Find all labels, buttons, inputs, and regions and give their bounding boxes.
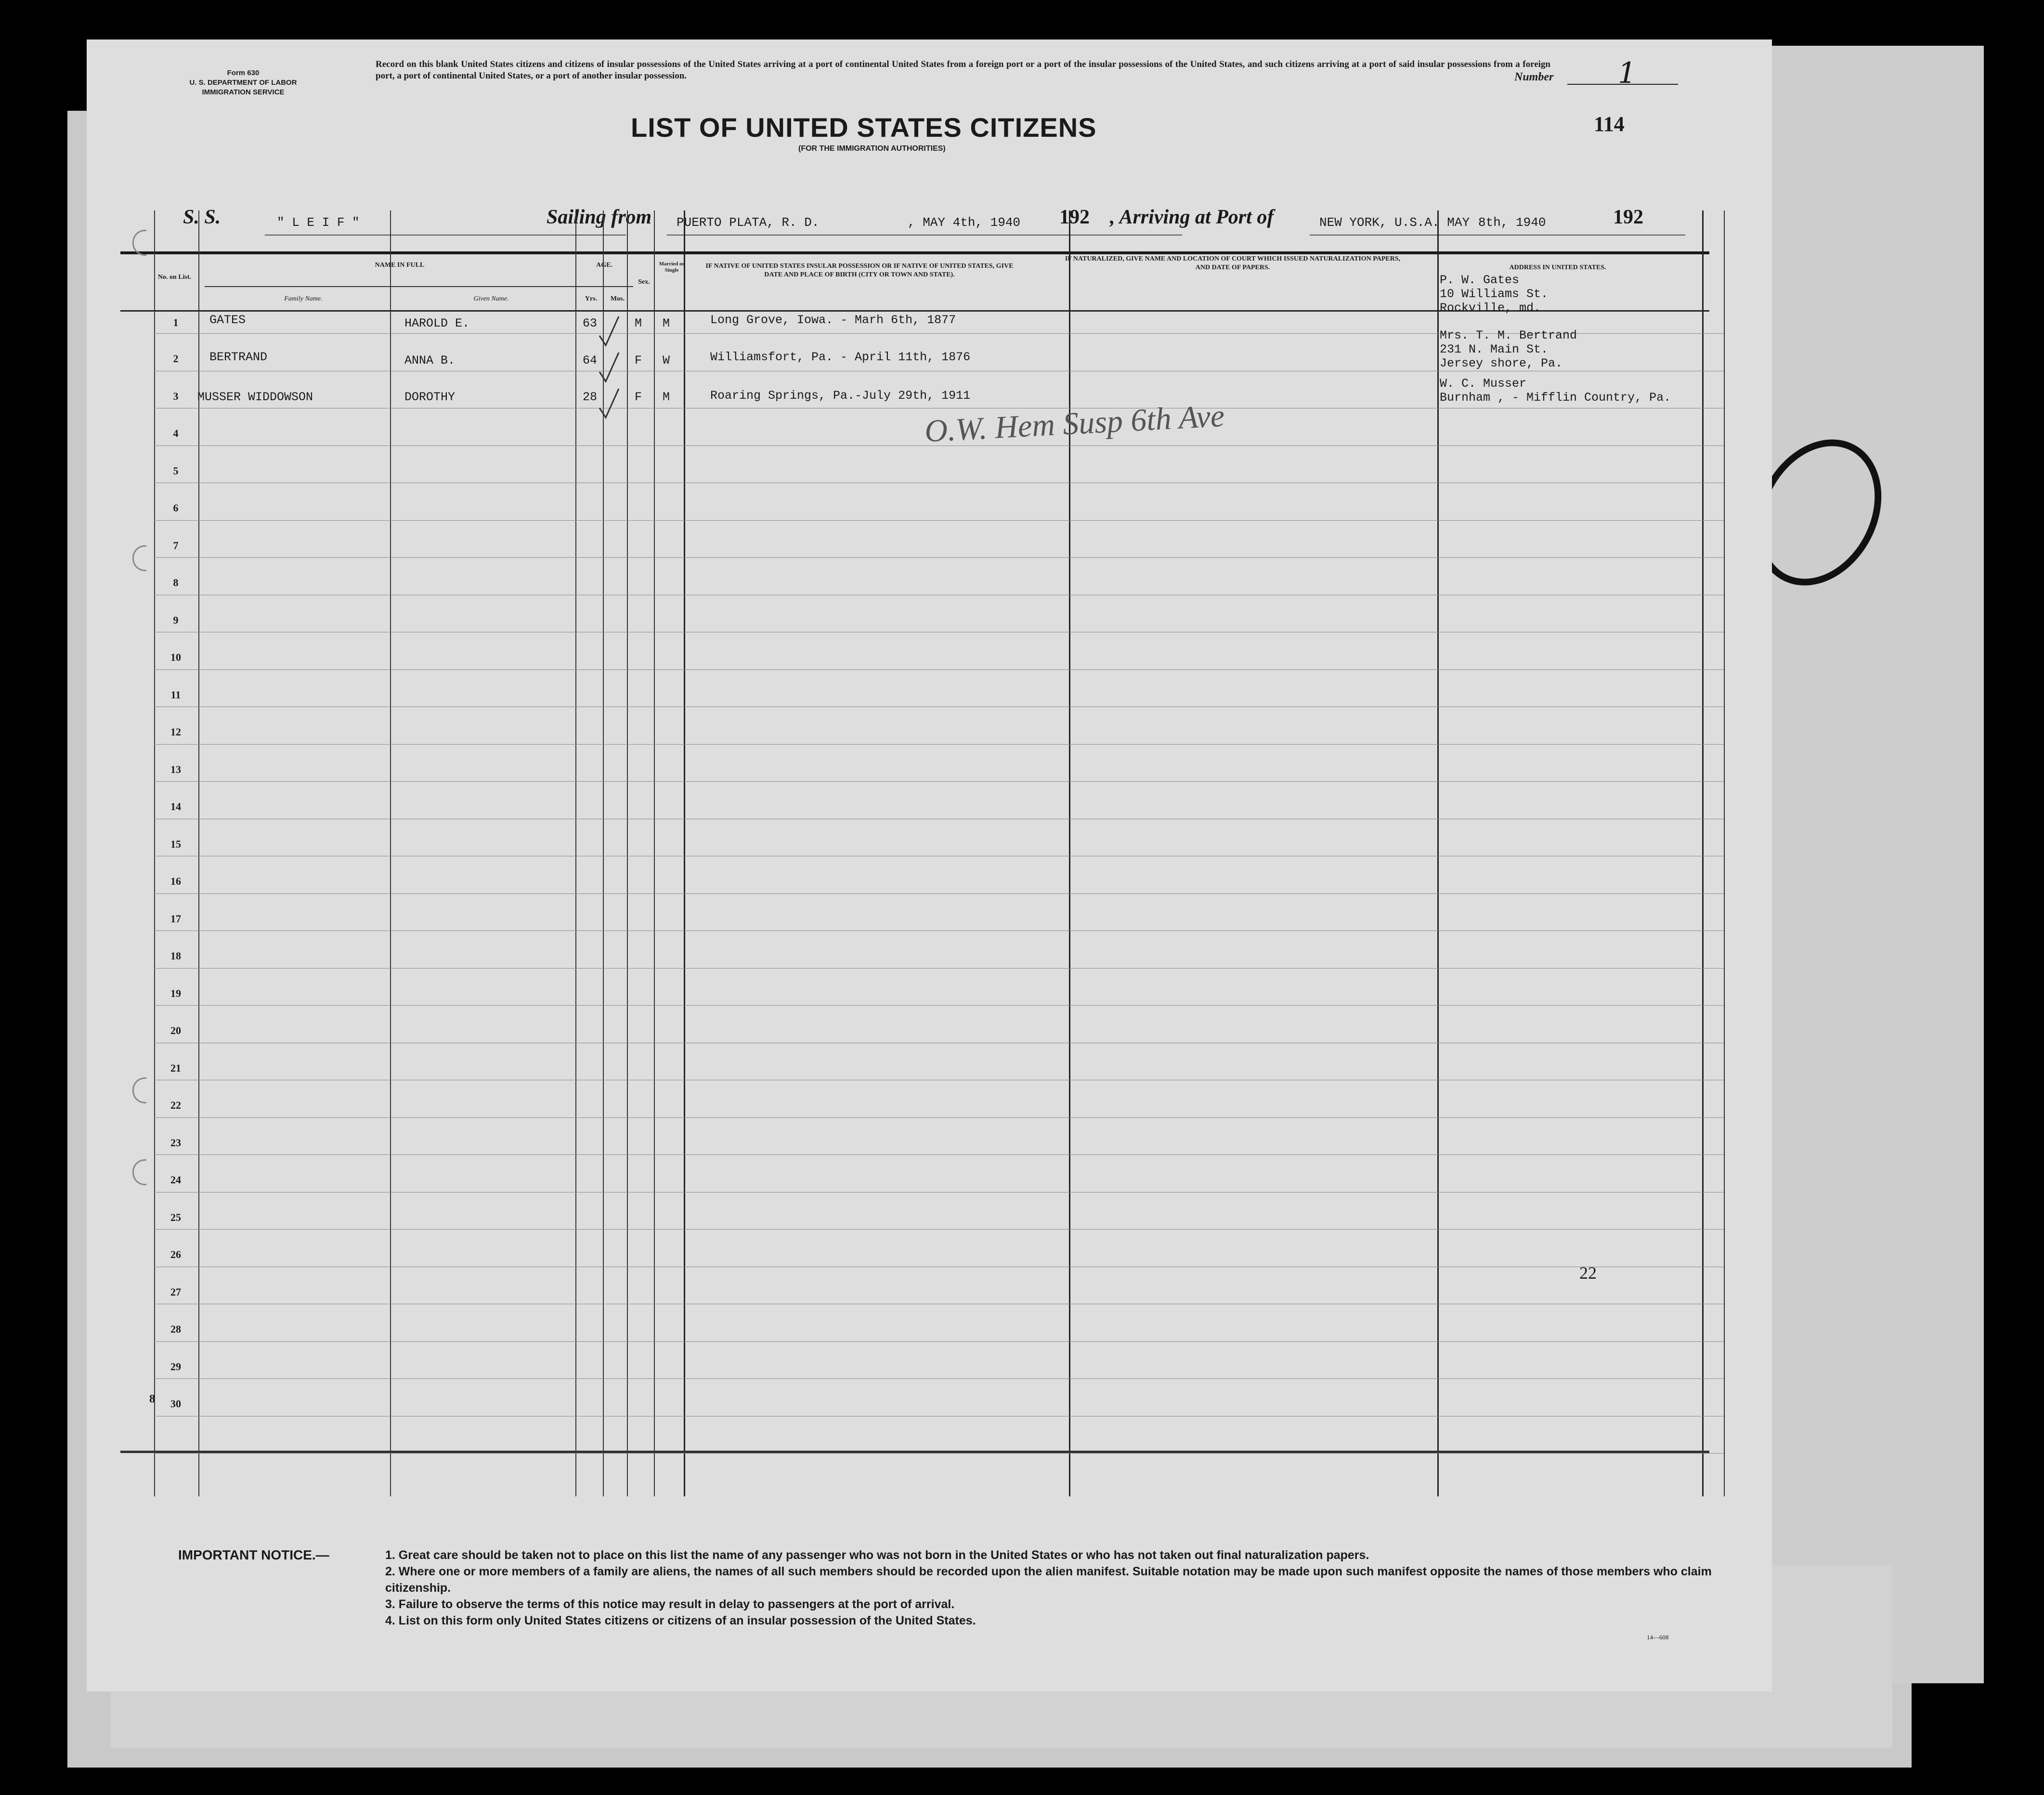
notice-item-1: 1. Great care should be taken not to place on this list the name of any passenger who was not born in the United States or who has not taken out final naturalization papers. [385,1548,1369,1562]
row-rule [154,1378,1724,1379]
notice-item-4: 4. List on this form only United States citizens or citizens of an insular possession of the United States. [385,1614,976,1627]
vline [1724,210,1725,1496]
header-subrule [205,286,633,287]
row-number: 22 [170,1099,181,1111]
page-title: LIST OF UNITED STATES CITIZENS [631,112,1097,143]
footer-code: 14—608 [1647,1634,1669,1641]
row-rule [154,669,1724,670]
row-number: 2 [173,353,179,365]
row-number: 19 [170,987,181,999]
notice-items [385,1547,1724,1629]
family-name: BERTRAND [209,350,268,364]
row-rule [154,744,1724,745]
row-rule [154,930,1724,931]
row-number: 3 [173,390,179,402]
form-number: Form 630 [227,69,260,77]
row-rule [154,1005,1724,1006]
service: IMMIGRATION SERVICE [202,88,285,96]
col-no: No. on List. [157,274,192,281]
sailing-from: PUERTO PLATA, R. D. [677,215,820,230]
row-rule [154,968,1724,969]
row-number: 8 [173,576,179,589]
row-number: 6 [173,502,179,514]
sex: F [635,390,642,404]
row-number: 25 [170,1211,181,1223]
department: U. S. DEPARTMENT OF LABOR [189,79,297,87]
table-bottom-rule [120,1451,1709,1453]
arriving-underline [1310,235,1685,236]
row-rule [154,520,1724,521]
col-address: ADDRESS IN UNITED STATES. [1509,264,1606,271]
row-number: 15 [170,838,181,850]
row-number: 10 [170,651,181,663]
age-years: 28 [583,390,598,404]
sailing-underline [667,235,1182,236]
row-number: 1 [173,316,179,328]
notice-item-3: 3. Failure to observe the terms of this notice may result in delay to passengers at the port of arrival. [385,1598,955,1611]
col-married: Married or Single [659,261,685,273]
sex: M [635,316,642,330]
row-rule [154,557,1724,558]
col-mos: Mos. [610,295,625,302]
given-name: ANNA B. [404,354,456,367]
row-number: 12 [170,726,181,738]
row-rule [154,1154,1724,1155]
marital-status: M [663,316,670,330]
row-rule [154,1229,1724,1230]
col-yrs: Yrs. [585,295,598,302]
address-1: P. W. Gates 10 Williams St. Rockville, md. [1440,273,1549,315]
number-value: 1 [1618,56,1637,90]
sailing-date: , MAY 4th, 1940 [908,215,1021,230]
row-number: 17 [170,912,181,925]
address-3: W. C. Musser Burnham , - Mifflin Country, Pa. [1440,377,1671,405]
check-icon [599,316,619,345]
col-family-name: Family Name. [284,295,323,302]
col-given-name: Given Name. [473,295,509,302]
row-number: 29 [170,1360,181,1373]
check-marks [597,309,626,425]
arriving-date: 8th, 1940 [1478,215,1546,230]
row-number: 26 [170,1248,181,1260]
handwritten-note: O.W. Hem Susp 6th Ave [924,398,1225,449]
col-name-in-full: NAME IN FULL [375,262,425,269]
page-subtitle: (FOR THE IMMIGRATION AUTHORITIES) [798,144,946,153]
birth-place-date: Williamsfort, Pa. - April 11th, 1876 [710,350,971,364]
row-rule [154,893,1724,894]
family-name: GATES [209,313,246,327]
row-number: 11 [170,688,181,701]
col-age: AGE. [596,262,612,269]
age-years: 64 [583,354,598,367]
form-header-left [144,68,342,97]
punch-hole [132,1159,146,1185]
ss-label: S. S. [183,206,221,228]
check-icon [599,353,619,381]
given-name: HAROLD E. [404,316,470,330]
marital-status: W [663,354,670,367]
row-number: 14 [170,800,181,812]
row-rule [154,1341,1724,1342]
birth-place-date: Roaring Springs, Pa.-July 29th, 1911 [710,389,971,403]
row-rule [154,1117,1724,1118]
col-sex: Sex. [638,278,650,286]
header-age-subrule [578,286,631,287]
row-number: 20 [170,1024,181,1036]
ship-name: " L E I F " [277,215,360,230]
family-name: MUSSER WIDDOWSON [197,390,313,404]
given-name: DOROTHY [404,390,456,404]
birth-place-date: Long Grove, Iowa. - Marh 6th, 1877 [710,313,956,327]
arriving-port: NEW YORK, U.S.A. MAY [1319,215,1470,230]
row-number: 24 [170,1174,181,1186]
notice-item-2: 2. Where one or more members of a family are aliens, the names of all such members should be recorded upon the alien manifest. Suitable notation may be made upon such manifest opposite the names of those members who claim citizenship. [385,1565,1712,1595]
row-number: 21 [170,1061,181,1074]
important-notice [178,1547,1767,1643]
col-naturalized: IF NATURALIZED, GIVE NAME AND LOCATION OF COURT WHICH ISSUED NATURALIZATION PAPERS, AND DATE OF PAPERS. [1065,255,1401,271]
form-instructions: Record on this blank United States citizens and citizens of insular possessions of the United States arriving at a port of continental United States from a foreign port or a port of the insular possessions of the United States, and such citizens arriving at a port of said insular possessions from a foreign port, a port of continental United States, or a port of another insular possession. [376,59,1550,81]
number-label: Number [1514,71,1554,83]
arriving-label: , Arriving at Port of [1110,206,1274,228]
sex: F [635,354,642,367]
row-number: 28 [170,1323,181,1335]
row-number: 18 [170,950,181,962]
sailing-label: Sailing from [547,206,652,228]
table-top-rule [120,251,1709,254]
row-rule [154,781,1724,782]
age-years: 63 [583,316,598,330]
margin-note: 22 [1579,1263,1597,1283]
notice-label: IMPORTANT NOTICE.— [178,1547,329,1562]
row-rule [154,1453,1724,1454]
ship-underline [265,235,626,236]
year-printed-2: 192 [1613,206,1643,228]
row-number: 16 [170,875,181,887]
address-2: Mrs. T. M. Bertrand 231 N. Main St. Jersey shore, Pa. [1440,328,1577,370]
punch-hole [132,1077,146,1103]
row-number: 23 [170,1136,181,1149]
marital-status: M [663,390,670,404]
row-number: 13 [170,763,181,775]
page-number: 114 [1594,112,1625,136]
row-number: 7 [173,539,179,551]
left-margin-mark: 8 [149,1393,155,1405]
year-printed-1: 192 [1059,206,1090,228]
row-number: 9 [173,614,179,626]
punch-hole [132,545,146,571]
check-icon [599,389,619,418]
row-number: 4 [173,427,179,439]
row-number: 30 [170,1398,181,1410]
row-number: 5 [173,464,179,477]
row-number: 27 [170,1285,181,1298]
manifest-page [87,39,1772,1691]
col-birth: IF NATIVE OF UNITED STATES INSULAR POSSESSION OR IF NATIVE OF UNITED STATES, GIVE DATE AND PLACE OF BIRTH (CITY OR TOWN AND STATE). [705,262,1014,278]
